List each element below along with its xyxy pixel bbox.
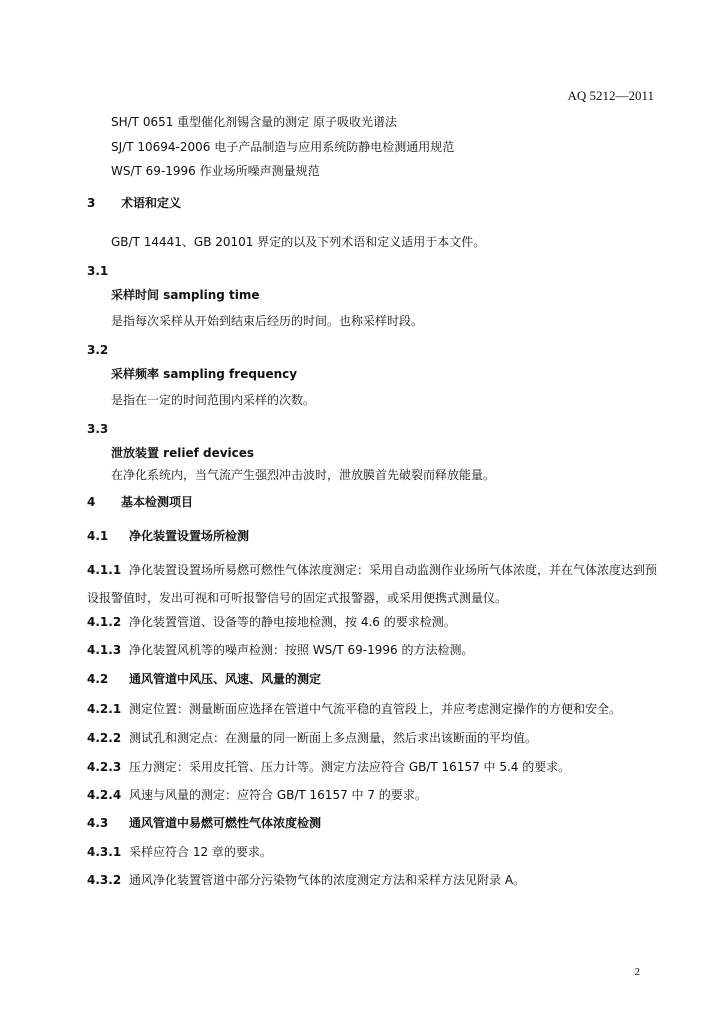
clause-number: 4.3.1 — [87, 845, 122, 859]
subsection-title: 通风管道中风压、风速、风量的测定 — [129, 672, 322, 686]
clause-number: 4.1.1 — [87, 563, 122, 577]
term-definition: 是指每次采样从开始到结束后经历的时间。也称采样时段。 — [111, 314, 424, 328]
reference-item: SJ/T 10694-2006 电子产品制造与应用系统防静电检测通用规范 — [111, 140, 455, 154]
subsection-heading — [87, 815, 321, 831]
clause-4-1-2 — [87, 614, 456, 630]
subsection-title: 通风管道中易燃可燃性气体浓度检测 — [129, 816, 322, 830]
term-definition: 在净化系统内，当气流产生强烈冲击波时，泄放膜首先破裂而释放能量。 — [111, 468, 496, 482]
clause-number: 4.2.2 — [87, 731, 122, 745]
clause-text: 风速与风量的测定：应符合 GB/T 16157 中 7 的要求。 — [129, 788, 427, 802]
clause-text: 净化装置管道、设备等的静电接地检测，按 4.6 的要求检测。 — [129, 615, 456, 629]
subsection-number: 4.3 — [87, 816, 109, 830]
reference-item: WS/T 69-1996 作业场所噪声测量规范 — [111, 164, 320, 178]
subsection-number: 4.2 — [87, 672, 109, 686]
clause-4-2-4 — [87, 787, 427, 803]
subsection-number: 4.1 — [87, 529, 109, 543]
standard-code: AQ 5212—2011 — [567, 88, 654, 103]
clause-text: 净化装置设置场所易燃可燃性气体浓度测定：采用自动监测作业场所气体浓度，并在气体浓度达到预设报警值时，发出可视和可听报警信号的固定式报警器，或采用便携式测量仪。 — [87, 563, 658, 605]
term-title: 泄放装置 relief devices — [111, 446, 255, 460]
section-title: 基本检测项目 — [121, 495, 194, 509]
subsection-heading — [87, 528, 249, 544]
subsection-heading — [87, 671, 321, 687]
section-title: 术语和定义 — [121, 196, 182, 210]
clause-text: 测试孔和测定点：在测量的同一断面上多点测量，然后求出该断面的平均值。 — [129, 731, 538, 745]
clause-number: 4.2.1 — [87, 702, 122, 716]
clause-4-3-2 — [87, 872, 525, 888]
clause-number: 4.2.4 — [87, 788, 122, 802]
clause-4-1-3 — [87, 642, 473, 658]
clause-number: 4.2.3 — [87, 760, 122, 774]
clause-4-2-3 — [87, 759, 570, 775]
term-number: 3.2 — [87, 343, 109, 357]
clause-number: 4.1.2 — [87, 615, 122, 629]
reference-item: SH/T 0651 重型催化剂锡含量的测定 原子吸收光谱法 — [111, 115, 397, 129]
term-number: 3.3 — [87, 422, 109, 436]
subsection-title: 净化装置设置场所检测 — [129, 529, 250, 543]
section-number: 4 — [87, 495, 96, 509]
term-title: 采样时间 sampling time — [111, 288, 260, 302]
section-number: 3 — [87, 196, 96, 210]
section-4-heading — [87, 494, 193, 510]
clause-text: 通风净化装置管道中部分污染物气体的浓度测定方法和采样方法见附录 A。 — [129, 873, 526, 887]
clause-4-1-1 — [87, 556, 657, 612]
clause-4-3-1 — [87, 844, 272, 860]
section-3-heading — [87, 195, 181, 211]
clause-text: 测定位置：测量断面应选择在管道中气流平稳的直管段上，并应考虑测定操作的方便和安全。 — [129, 702, 622, 716]
page-number: 2 — [634, 966, 640, 978]
term-definition: 是指在一定的时间范围内采样的次数。 — [111, 393, 316, 407]
clause-text: 压力测定：采用皮托管、压力计等。测定方法应符合 GB/T 16157 中 5.4 的要求。 — [129, 760, 571, 774]
term-title: 采样频率 sampling frequency — [111, 367, 298, 381]
clause-4-2-1 — [87, 701, 621, 717]
term-number: 3.1 — [87, 264, 109, 278]
clause-number: 4.3.2 — [87, 873, 122, 887]
clause-4-2-2 — [87, 730, 537, 746]
clause-number: 4.1.3 — [87, 643, 122, 657]
section-3-intro: GB/T 14441、GB 20101 界定的以及下列术语和定义适用于本文件。 — [111, 235, 486, 249]
clause-text: 采样应符合 12 章的要求。 — [129, 845, 272, 859]
clause-text: 净化装置风机等的噪声检测：按照 WS/T 69-1996 的方法检测。 — [129, 643, 474, 657]
